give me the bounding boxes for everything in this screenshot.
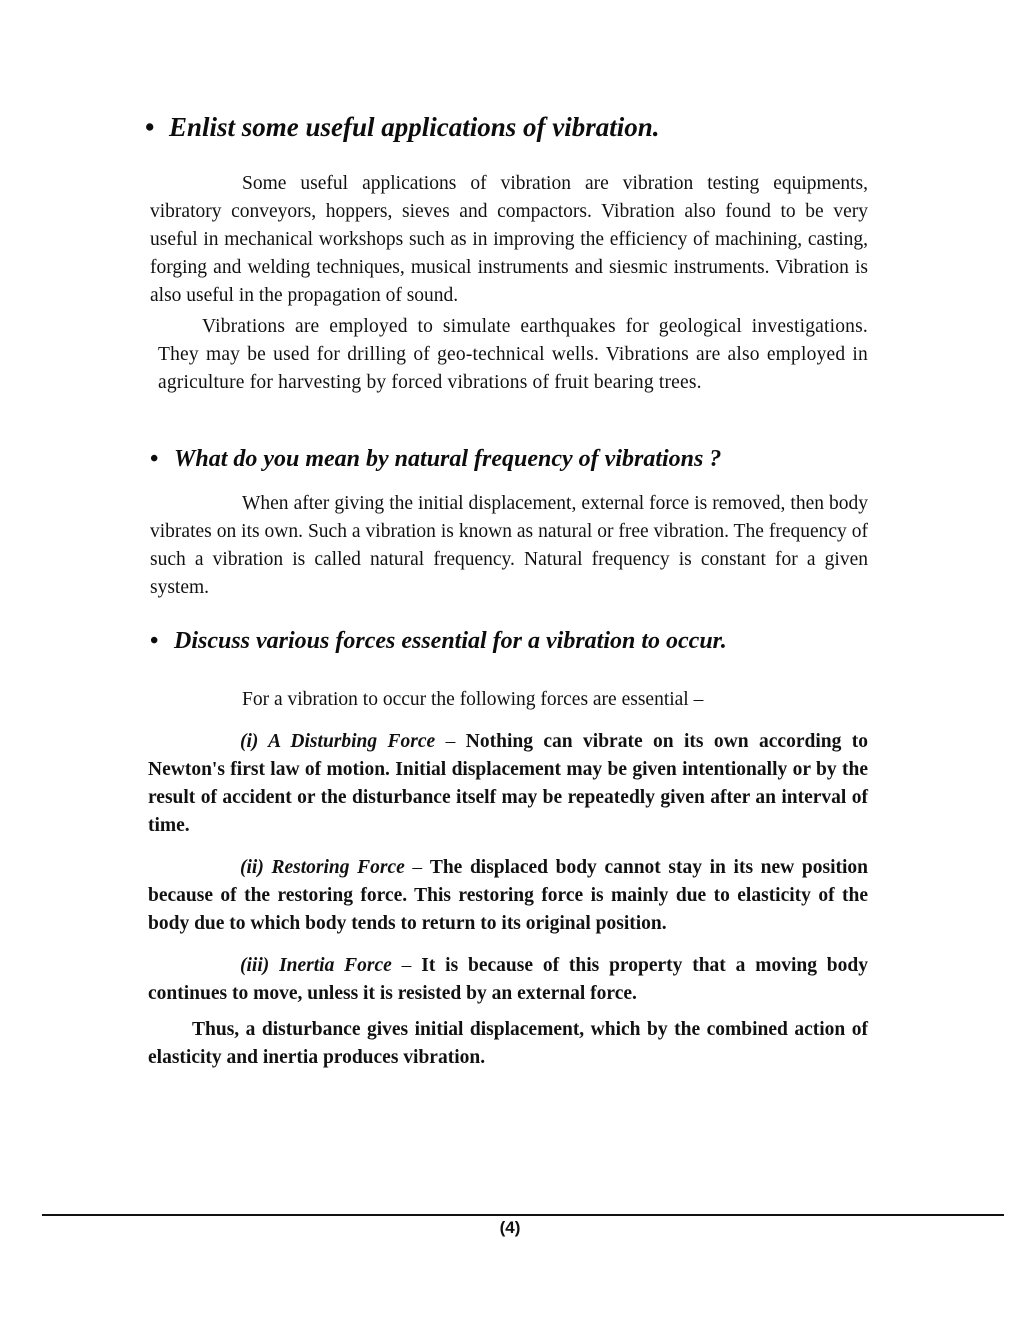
force-label: (iii) Inertia Force [240, 955, 392, 976]
heading-text: What do you mean by natural frequency of vibrations ? [174, 446, 722, 472]
paragraph-geological: Vibrations are employed to simulate earthquakes for geological investigations. They may be used for drilling of geo-technical wells. Vibrations are also employed in agriculture for harvesting by forced vibrations of fruit bearing trees. [158, 316, 868, 393]
bullet-icon: • [150, 628, 159, 654]
force-dash: – [404, 857, 430, 878]
paragraph-conclusion: Thus, a disturbance gives initial displacement, which by the combined action of elasticity and inertia produces vibration. [148, 1019, 868, 1068]
section-heading-forces [150, 628, 727, 655]
force-text: The displaced body cannot stay in its new position because of the restoring force. This restoring force is mainly due to elasticity of the body due to which body tends to return to its original position. [148, 857, 869, 934]
force-dash: – [435, 731, 466, 752]
force-item-restoring [148, 854, 868, 938]
force-label: (ii) Restoring Force [240, 857, 405, 878]
bullet-icon: • [150, 446, 159, 472]
section-heading-natural-frequency [150, 446, 721, 473]
force-dash: – [391, 955, 422, 976]
footer-divider [42, 1214, 1004, 1216]
section-heading-applications [145, 112, 660, 143]
bullet-icon: • [145, 112, 155, 142]
heading-text: Discuss various forces essential for a vibration to occur. [174, 628, 727, 654]
heading-text: Enlist some useful applications of vibration. [169, 112, 660, 142]
page-number: (4) [499, 1218, 521, 1237]
paragraph-forces-intro: For a vibration to occur the following forces are essential – [242, 689, 704, 710]
force-item-disturbing [148, 728, 868, 840]
paragraph-applications: Some useful applications of vibration are vibration testing equipments, vibratory conveyors, hoppers, sieves and compactors. Vibration also found to be very useful in mechanical workshops such as in improving the efficiency of machining, casting, forging and welding techniques, musical instruments and siesmic instruments. Vibration is also useful in the propagation of sound. [150, 173, 868, 306]
force-text: Nothing can vibrate on its own according to Newton's first law of motion. Initial displacement may be given intentionally or by the result of accident or the disturbance itself may be repeatedly given after an interval of time. [148, 731, 868, 836]
force-item-inertia [148, 952, 868, 1008]
force-label: (i) A Disturbing Force [240, 731, 436, 752]
paragraph-natural-frequency: When after giving the initial displacement, external force is removed, then body vibrates on its own. Such a vibration is known as natural or free vibration. The frequency of such a vibration is called natural frequency. Natural frequency is constant for a given system. [150, 493, 868, 598]
force-text: It is because of this property that a moving body continues to move, unless it is resisted by an external force. [148, 955, 868, 1004]
